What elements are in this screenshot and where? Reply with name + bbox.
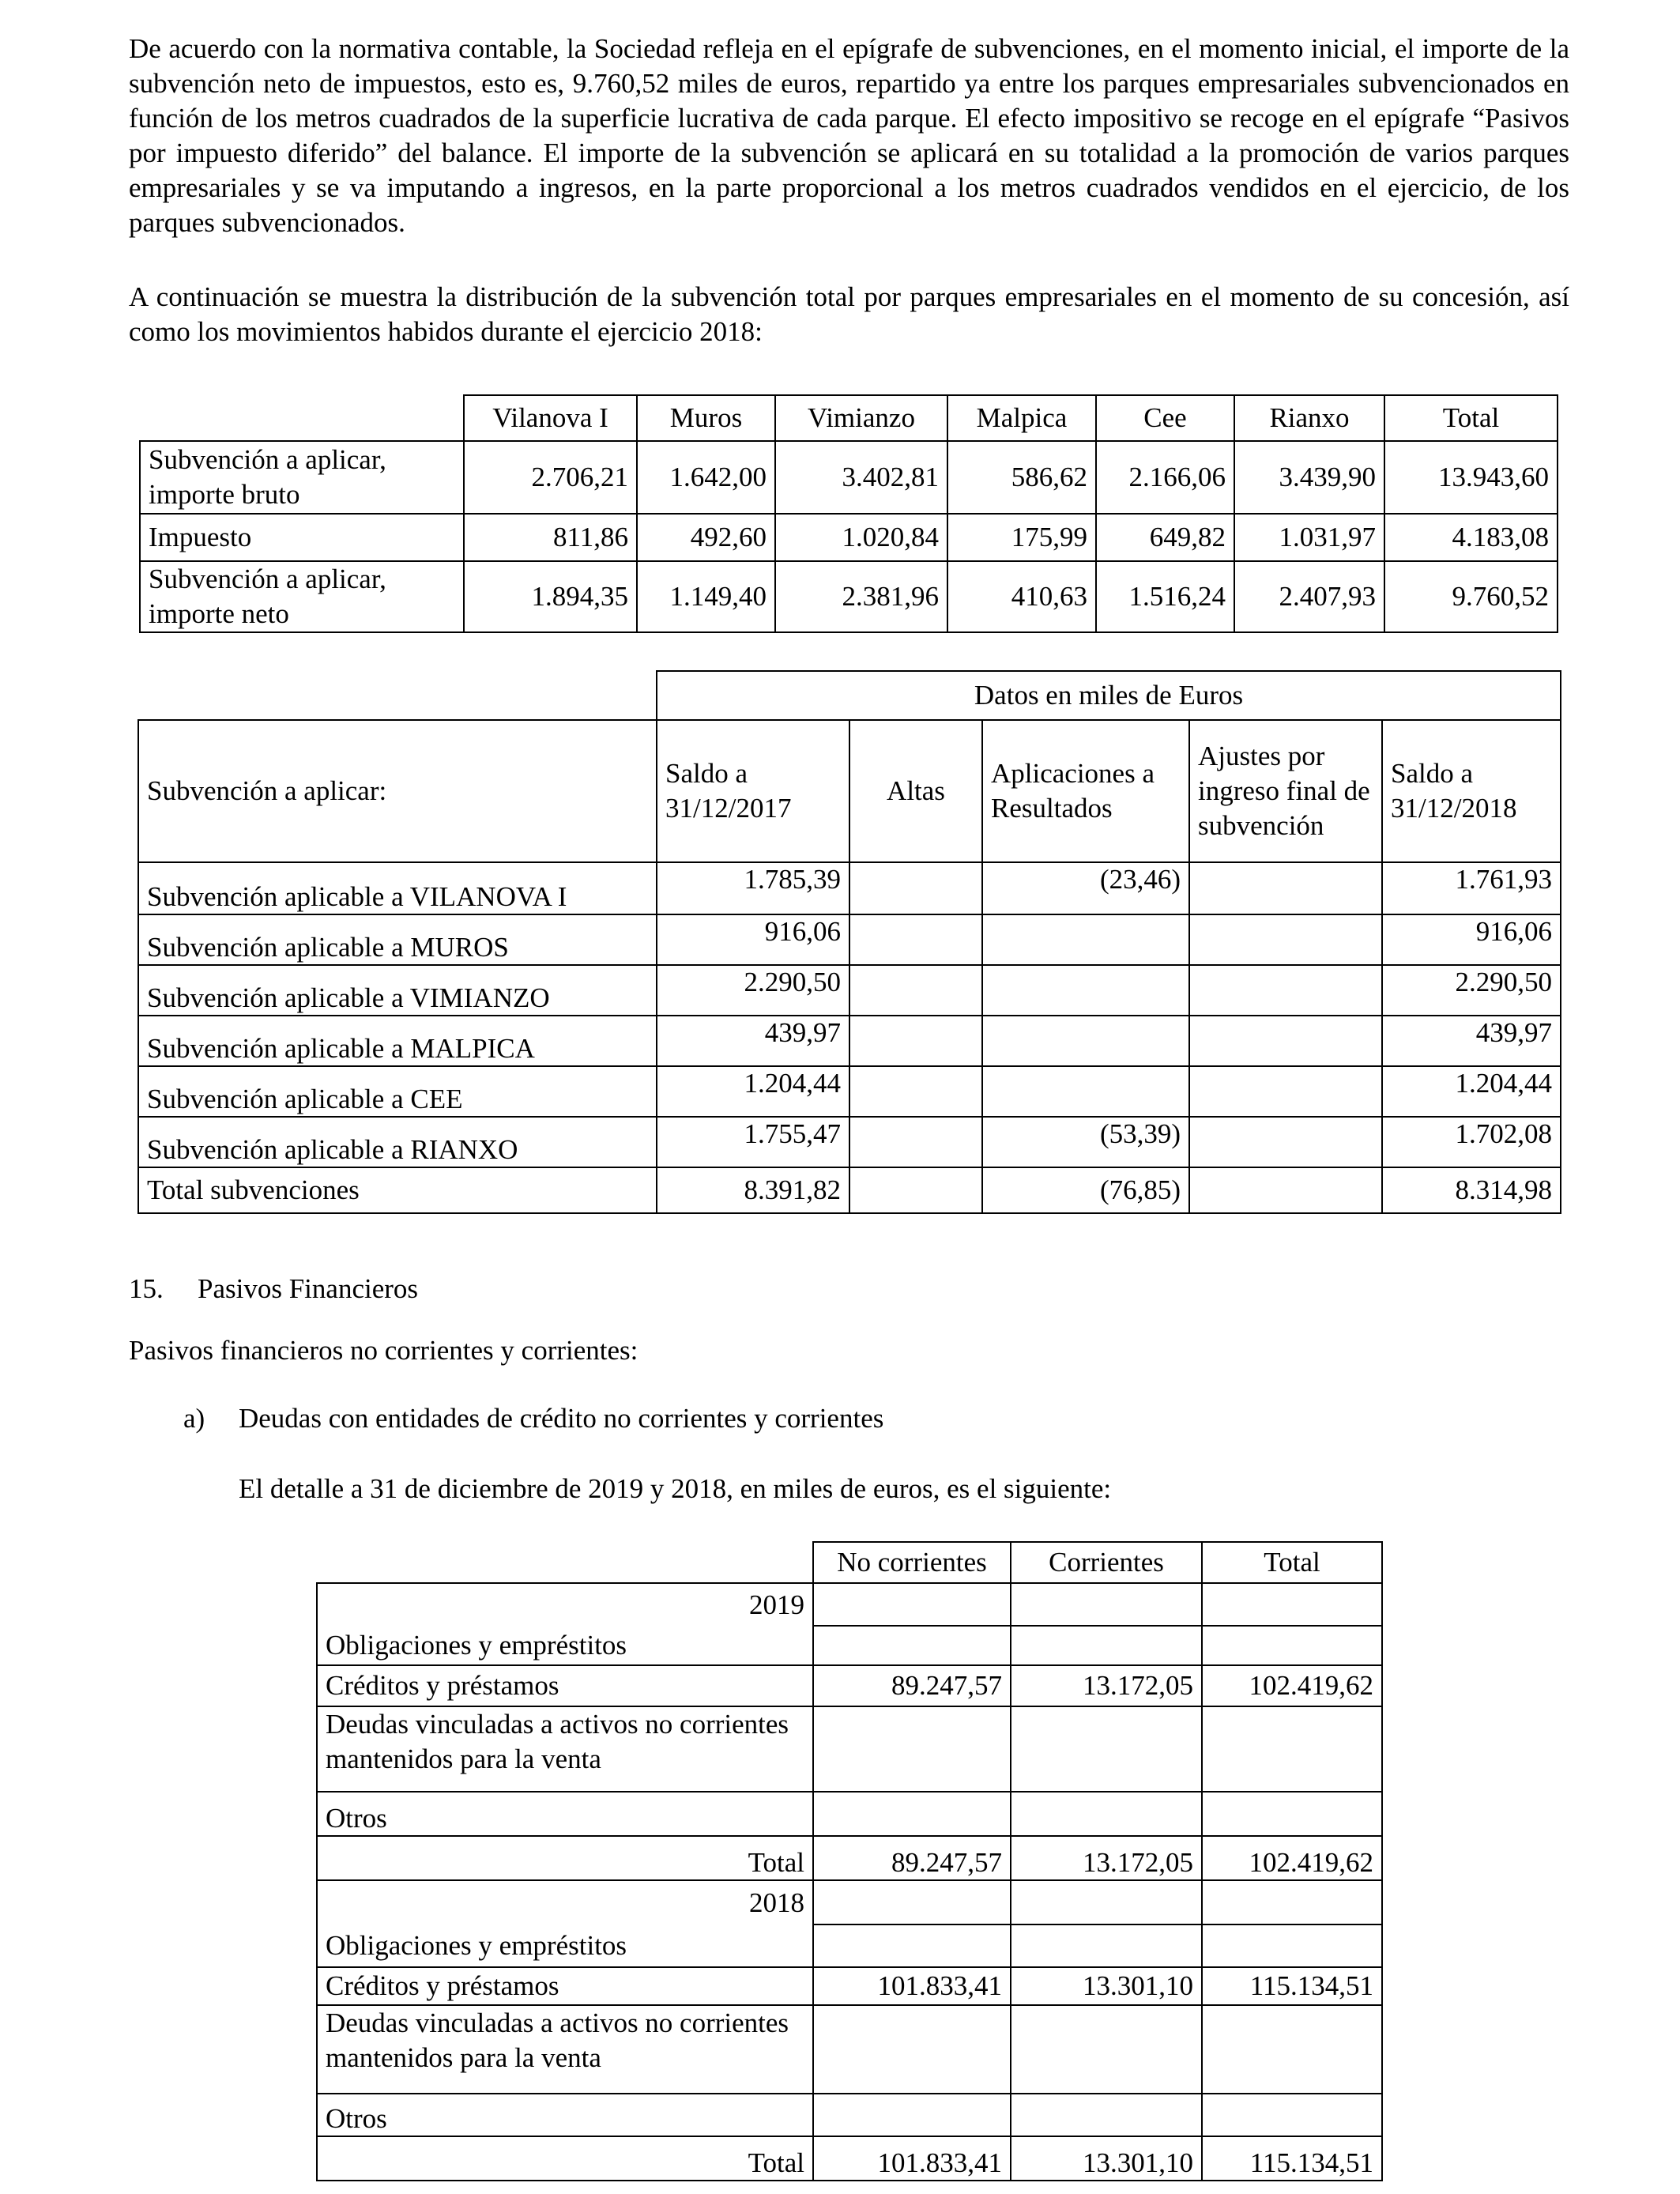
cell-value <box>849 1117 982 1167</box>
cell-value: 2.166,06 <box>1096 441 1234 514</box>
row-label: Total <box>317 1836 813 1880</box>
cell-value: 13.301,10 <box>1011 1967 1202 2005</box>
cell-value: 439,97 <box>657 1016 849 1066</box>
cell-value: 8.314,98 <box>1382 1167 1561 1213</box>
table-row <box>138 1117 1561 1167</box>
table1-header: Muros <box>637 395 775 441</box>
cell-value: 586,62 <box>947 441 1096 514</box>
cell-value: 13.172,05 <box>1011 1665 1202 1706</box>
bank-debts-table <box>316 1541 1383 2181</box>
cell-value <box>1189 965 1382 1016</box>
cell-value: 3.439,90 <box>1234 441 1384 514</box>
cell-value: 115.134,51 <box>1202 1967 1382 2005</box>
table2-corner <box>138 671 657 720</box>
cell-value <box>1189 1066 1382 1117</box>
cell-value: 89.247,57 <box>813 1665 1011 1706</box>
cell-value <box>1189 1016 1382 1066</box>
cell-value: 4.183,08 <box>1384 514 1558 561</box>
row-label: Créditos y préstamos <box>317 1967 813 2005</box>
table-row <box>317 1924 1382 1967</box>
table2-header: Aplicaciones a Resultados <box>982 720 1189 862</box>
row-label: Deudas vinculadas a activos no corrientes mantenidos para la venta <box>317 1706 813 1792</box>
cell-value <box>849 1167 982 1213</box>
row-label: Subvención aplicable a RIANXO <box>138 1117 657 1167</box>
table-row <box>317 1706 1382 1792</box>
section-number: 15. <box>129 1273 164 1304</box>
cell-value: (23,46) <box>982 862 1189 914</box>
cell-value: 410,63 <box>947 561 1096 632</box>
cell-value: 89.247,57 <box>813 1836 1011 1880</box>
table3-intro: El detalle a 31 de diciembre de 2019 y 2018, en miles de euros, es el siguiente: <box>239 1473 1112 1504</box>
table-row <box>140 561 1558 632</box>
row-label: Subvención aplicable a MUROS <box>138 914 657 965</box>
cell-value: 102.419,62 <box>1202 1665 1382 1706</box>
table-row <box>317 2136 1382 2181</box>
cell-value: 1.149,40 <box>637 561 775 632</box>
table-row <box>317 1967 1382 2005</box>
cell-value: 916,06 <box>1382 914 1561 965</box>
cell-value: 175,99 <box>947 514 1096 561</box>
cell-value: 1.702,08 <box>1382 1117 1561 1167</box>
cell-value: (76,85) <box>982 1167 1189 1213</box>
table-row <box>317 1836 1382 1880</box>
table-row <box>317 1792 1382 1836</box>
table1-header: Cee <box>1096 395 1234 441</box>
cell-value <box>982 965 1189 1016</box>
table1-header: Rianxo <box>1234 395 1384 441</box>
row-label: Subvención aplicable a MALPICA <box>138 1016 657 1066</box>
table2-header: Saldo a 31/12/2018 <box>1382 720 1561 862</box>
intro-paragraph: De acuerdo con la normativa contable, la Sociedad refleja en el epígrafe de subvenciones, en el momento inicial, el importe de la subvención neto de impuestos, esto es, 9.760,52 miles de euros, repartido ya entre los parques empresariales subvencionados en función de los metros cuadrados de la superficie lucrativa de cada parque. El efecto impositivo se recoge en el epígrafe “Pasivos por impuesto diferido” del balance. El importe de la subvención se aplicará en su totalidad a la promoción de varios parques empresariales y se va imputando a ingresos, en la parte proporcional a los metros cuadrados vendidos en el ejercicio, de los parques subvencionados. <box>129 33 1569 238</box>
cell-value: 1.031,97 <box>1234 514 1384 561</box>
table-row <box>138 965 1561 1016</box>
cell-value: 9.760,52 <box>1384 561 1558 632</box>
cell-value: 1.020,84 <box>775 514 947 561</box>
table-row <box>317 1665 1382 1706</box>
table-row <box>138 914 1561 965</box>
cell-value: 916,06 <box>657 914 849 965</box>
table3-corner <box>317 1542 813 1583</box>
cell-value: 2.290,50 <box>657 965 849 1016</box>
distribution-paragraph: A continuación se muestra la distribución de la subvención total por parques empresariales en el momento de su concesión, así como los movimientos habidos durante el ejercicio 2018: <box>129 281 1569 347</box>
table-row <box>138 1016 1561 1066</box>
cell-value: 13.172,05 <box>1011 1836 1202 1880</box>
table-row <box>317 2005 1382 2094</box>
item-letter: a) <box>183 1403 205 1434</box>
table2-header: Ajustes por ingreso final de subvención <box>1189 720 1382 862</box>
cell-value <box>849 1066 982 1117</box>
cell-value <box>849 1016 982 1066</box>
table3-header: No corrientes <box>813 1542 1011 1583</box>
row-label: Subvención aplicable a VILANOVA I <box>138 862 657 914</box>
table-row <box>317 1626 1382 1665</box>
cell-value: 8.391,82 <box>657 1167 849 1213</box>
row-label: Impuesto <box>140 514 464 561</box>
cell-value: 492,60 <box>637 514 775 561</box>
row-label: Otros <box>317 2094 813 2136</box>
cell-value: 1.642,00 <box>637 441 775 514</box>
section-subtitle: Pasivos financieros no corrientes y corrientes: <box>129 1335 638 1366</box>
row-label: Total subvenciones <box>138 1167 657 1213</box>
cell-value: 811,86 <box>464 514 637 561</box>
cell-value: 102.419,62 <box>1202 1836 1382 1880</box>
row-label: Subvención a aplicar, importe bruto <box>140 441 464 514</box>
row-label: Total <box>317 2136 813 2181</box>
table-row <box>138 1167 1561 1213</box>
grant-movements-table <box>137 670 1561 1214</box>
row-label: Otros <box>317 1792 813 1836</box>
cell-value <box>982 1066 1189 1117</box>
table2-row-header: Subvención a aplicar: <box>138 720 657 862</box>
row-label: Créditos y préstamos <box>317 1665 813 1706</box>
row-label: Obligaciones y empréstitos <box>317 1626 813 1665</box>
cell-value: 101.833,41 <box>813 1967 1011 2005</box>
table1-corner <box>140 395 464 441</box>
row-label: Subvención aplicable a CEE <box>138 1066 657 1117</box>
table-row <box>317 2094 1382 2136</box>
cell-value: 115.134,51 <box>1202 2136 1382 2181</box>
cell-value: 2.381,96 <box>775 561 947 632</box>
table3-header: Total <box>1202 1542 1382 1583</box>
cell-value: 439,97 <box>1382 1016 1561 1066</box>
cell-value: 649,82 <box>1096 514 1234 561</box>
cell-value: 1.516,24 <box>1096 561 1234 632</box>
row-label: Subvención aplicable a VIMIANZO <box>138 965 657 1016</box>
cell-value <box>849 862 982 914</box>
section-title: Pasivos Financieros <box>198 1273 419 1304</box>
cell-value <box>1189 914 1382 965</box>
grant-distribution-table <box>139 394 1558 633</box>
year-label: 2019 <box>317 1583 813 1626</box>
cell-value: 3.402,81 <box>775 441 947 514</box>
table1-header: Vimianzo <box>775 395 947 441</box>
table-row <box>138 1066 1561 1117</box>
table2-caption: Datos en miles de Euros <box>657 671 1561 720</box>
cell-value: 2.407,93 <box>1234 561 1384 632</box>
cell-value <box>982 914 1189 965</box>
table1-header: Total <box>1384 395 1558 441</box>
cell-value <box>982 1016 1189 1066</box>
cell-value: 13.301,10 <box>1011 2136 1202 2181</box>
table-row <box>140 514 1558 561</box>
table2-header: Altas <box>849 720 982 862</box>
year-label: 2018 <box>317 1880 813 1924</box>
table1-header: Malpica <box>947 395 1096 441</box>
cell-value: 13.943,60 <box>1384 441 1558 514</box>
cell-value <box>849 914 982 965</box>
cell-value: 2.290,50 <box>1382 965 1561 1016</box>
item-title: Deudas con entidades de crédito no corrientes y corrientes <box>239 1403 884 1434</box>
table-row <box>138 862 1561 914</box>
cell-value: 1.204,44 <box>657 1066 849 1117</box>
cell-value <box>1189 1117 1382 1167</box>
table-row <box>140 441 1558 514</box>
cell-value: 101.833,41 <box>813 2136 1011 2181</box>
cell-value: 1.755,47 <box>657 1117 849 1167</box>
table1-header: Vilanova I <box>464 395 637 441</box>
cell-value: (53,39) <box>982 1117 1189 1167</box>
cell-value: 1.785,39 <box>657 862 849 914</box>
cell-value: 2.706,21 <box>464 441 637 514</box>
row-label: Deudas vinculadas a activos no corrientes mantenidos para la venta <box>317 2005 813 2094</box>
table3-header: Corrientes <box>1011 1542 1202 1583</box>
row-label: Subvención a aplicar, importe neto <box>140 561 464 632</box>
cell-value <box>849 965 982 1016</box>
cell-value: 1.204,44 <box>1382 1066 1561 1117</box>
row-label: Obligaciones y empréstitos <box>317 1924 813 1967</box>
table2-header: Saldo a 31/12/2017 <box>657 720 849 862</box>
cell-value <box>1189 862 1382 914</box>
cell-value: 1.761,93 <box>1382 862 1561 914</box>
cell-value <box>1189 1167 1382 1213</box>
cell-value: 1.894,35 <box>464 561 637 632</box>
